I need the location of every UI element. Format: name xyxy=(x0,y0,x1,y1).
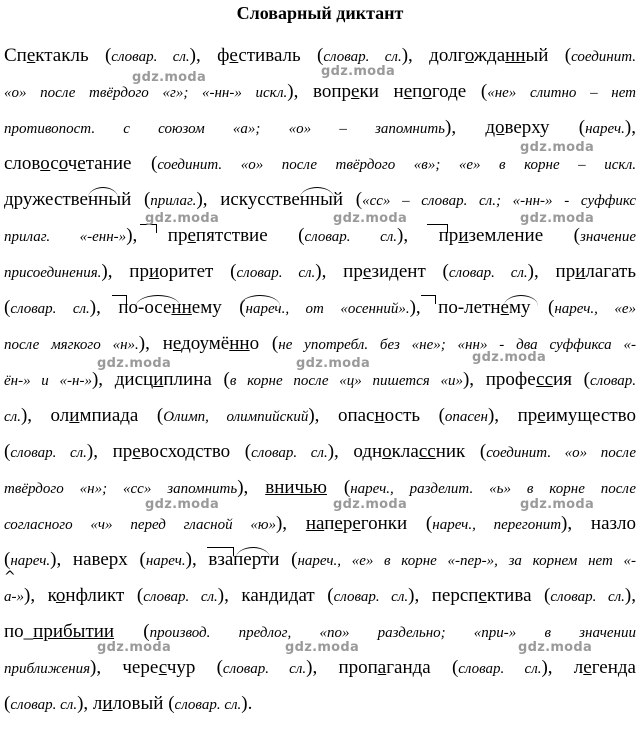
text-line-18: приближения), чересчур (словар. сл.), пропаганда (словар. сл.), легенда xyxy=(4,657,636,678)
watermark: gdz.moda xyxy=(97,356,172,371)
watermark: gdz.moda xyxy=(97,640,172,655)
text-line-16: а-»), конфликт (словар. сл.), кандидат (словар. сл.), перспектива (словар. сл.), xyxy=(4,585,636,606)
watermark: gdz.moda xyxy=(321,64,396,79)
prefix-mark xyxy=(421,295,436,304)
text-line-17: по_прибытии (производ. предлог, «по» раздельно; «при-» в значении xyxy=(4,621,636,642)
text-line-13: твёрдого «н»; «сс» запомнить), вничью (нареч., разделит. «ь» в корне после xyxy=(4,477,636,498)
watermark: gdz.moda xyxy=(145,211,220,226)
prefix-mark xyxy=(112,295,127,304)
watermark: gdz.moda xyxy=(132,70,207,85)
watermark: gdz.moda xyxy=(518,640,593,655)
prefix-mark xyxy=(207,547,234,556)
prefix-mark xyxy=(140,224,157,233)
page-title: Словарный диктант xyxy=(236,3,404,23)
text-line-4: словосочетание (соединит. «о» после твёрдого «в»; «е» в корне – искл. xyxy=(4,153,636,174)
text-line-14: согласного «ч» перед гласной «ю»), наперегонки (нареч., перегонит), назло xyxy=(4,513,637,534)
text-line-3: противопост. с союзом «а»; «о» – запомнить), доверху (нареч.), xyxy=(4,117,636,138)
watermark: gdz.moda xyxy=(333,211,408,226)
watermark: gdz.moda xyxy=(472,350,547,365)
watermark: gdz.moda xyxy=(296,356,371,371)
text-line-1: Спектакль (словар. сл.), фестиваль (словар. сл.), долгожданный (соединит. xyxy=(4,45,636,66)
watermark: gdz.moda xyxy=(285,640,360,655)
watermark: gdz.moda xyxy=(520,140,595,155)
text-line-10: ён-» и «-н-»), дисциплина (в корне после «ц» пишется «и»), профессия (словар. xyxy=(4,369,637,390)
watermark: gdz.moda xyxy=(520,211,595,226)
text-line-11: сл.), олимпиада (Олимп, олимпийский), опасность (опасен), преимущество xyxy=(4,405,636,426)
text-line-12: (словар. сл.), превосходство (словар. сл.), одноклассник (соединит. «о» после xyxy=(4,441,636,462)
watermark: gdz.moda xyxy=(520,497,595,512)
text-line-5: дружественный (прилаг.), искусственный («сс» – словар. сл.; «-нн-» - суффикс xyxy=(4,189,637,210)
text-line-7: присоединения.), приоритет (словар. сл.), президент (словар. сл.), прилагать xyxy=(4,261,637,282)
text-line-19: (словар. сл.), лиловый (словар. сл.). xyxy=(4,693,253,714)
text-line-6: прилаг. «-енн-»), препятствие (словар. сл.), приземление (значение xyxy=(4,225,636,246)
watermark: gdz.moda xyxy=(333,497,408,512)
text-line-9: после мягкого «н».), недоумённо (не употребл. без «не»; «нн» - два суффикса «- xyxy=(4,333,637,354)
watermark: gdz.moda xyxy=(145,497,220,512)
text-line-8: (словар. сл.), по-осеннему (нареч., от «осенний».), по-летнему (нареч., «е» xyxy=(4,297,636,318)
text-line-15: (нареч.), наверх (нареч.), взаперти (нареч., «е» в корне «-пер-», за корнем нет «- xyxy=(4,549,636,570)
prefix-mark xyxy=(427,224,448,233)
text-line-2: «о» после твёрдого «г»; «-нн-» искл.), вопреки непогоде («не» слитно – нет xyxy=(4,81,636,102)
ending-caret: ^ xyxy=(4,569,16,585)
